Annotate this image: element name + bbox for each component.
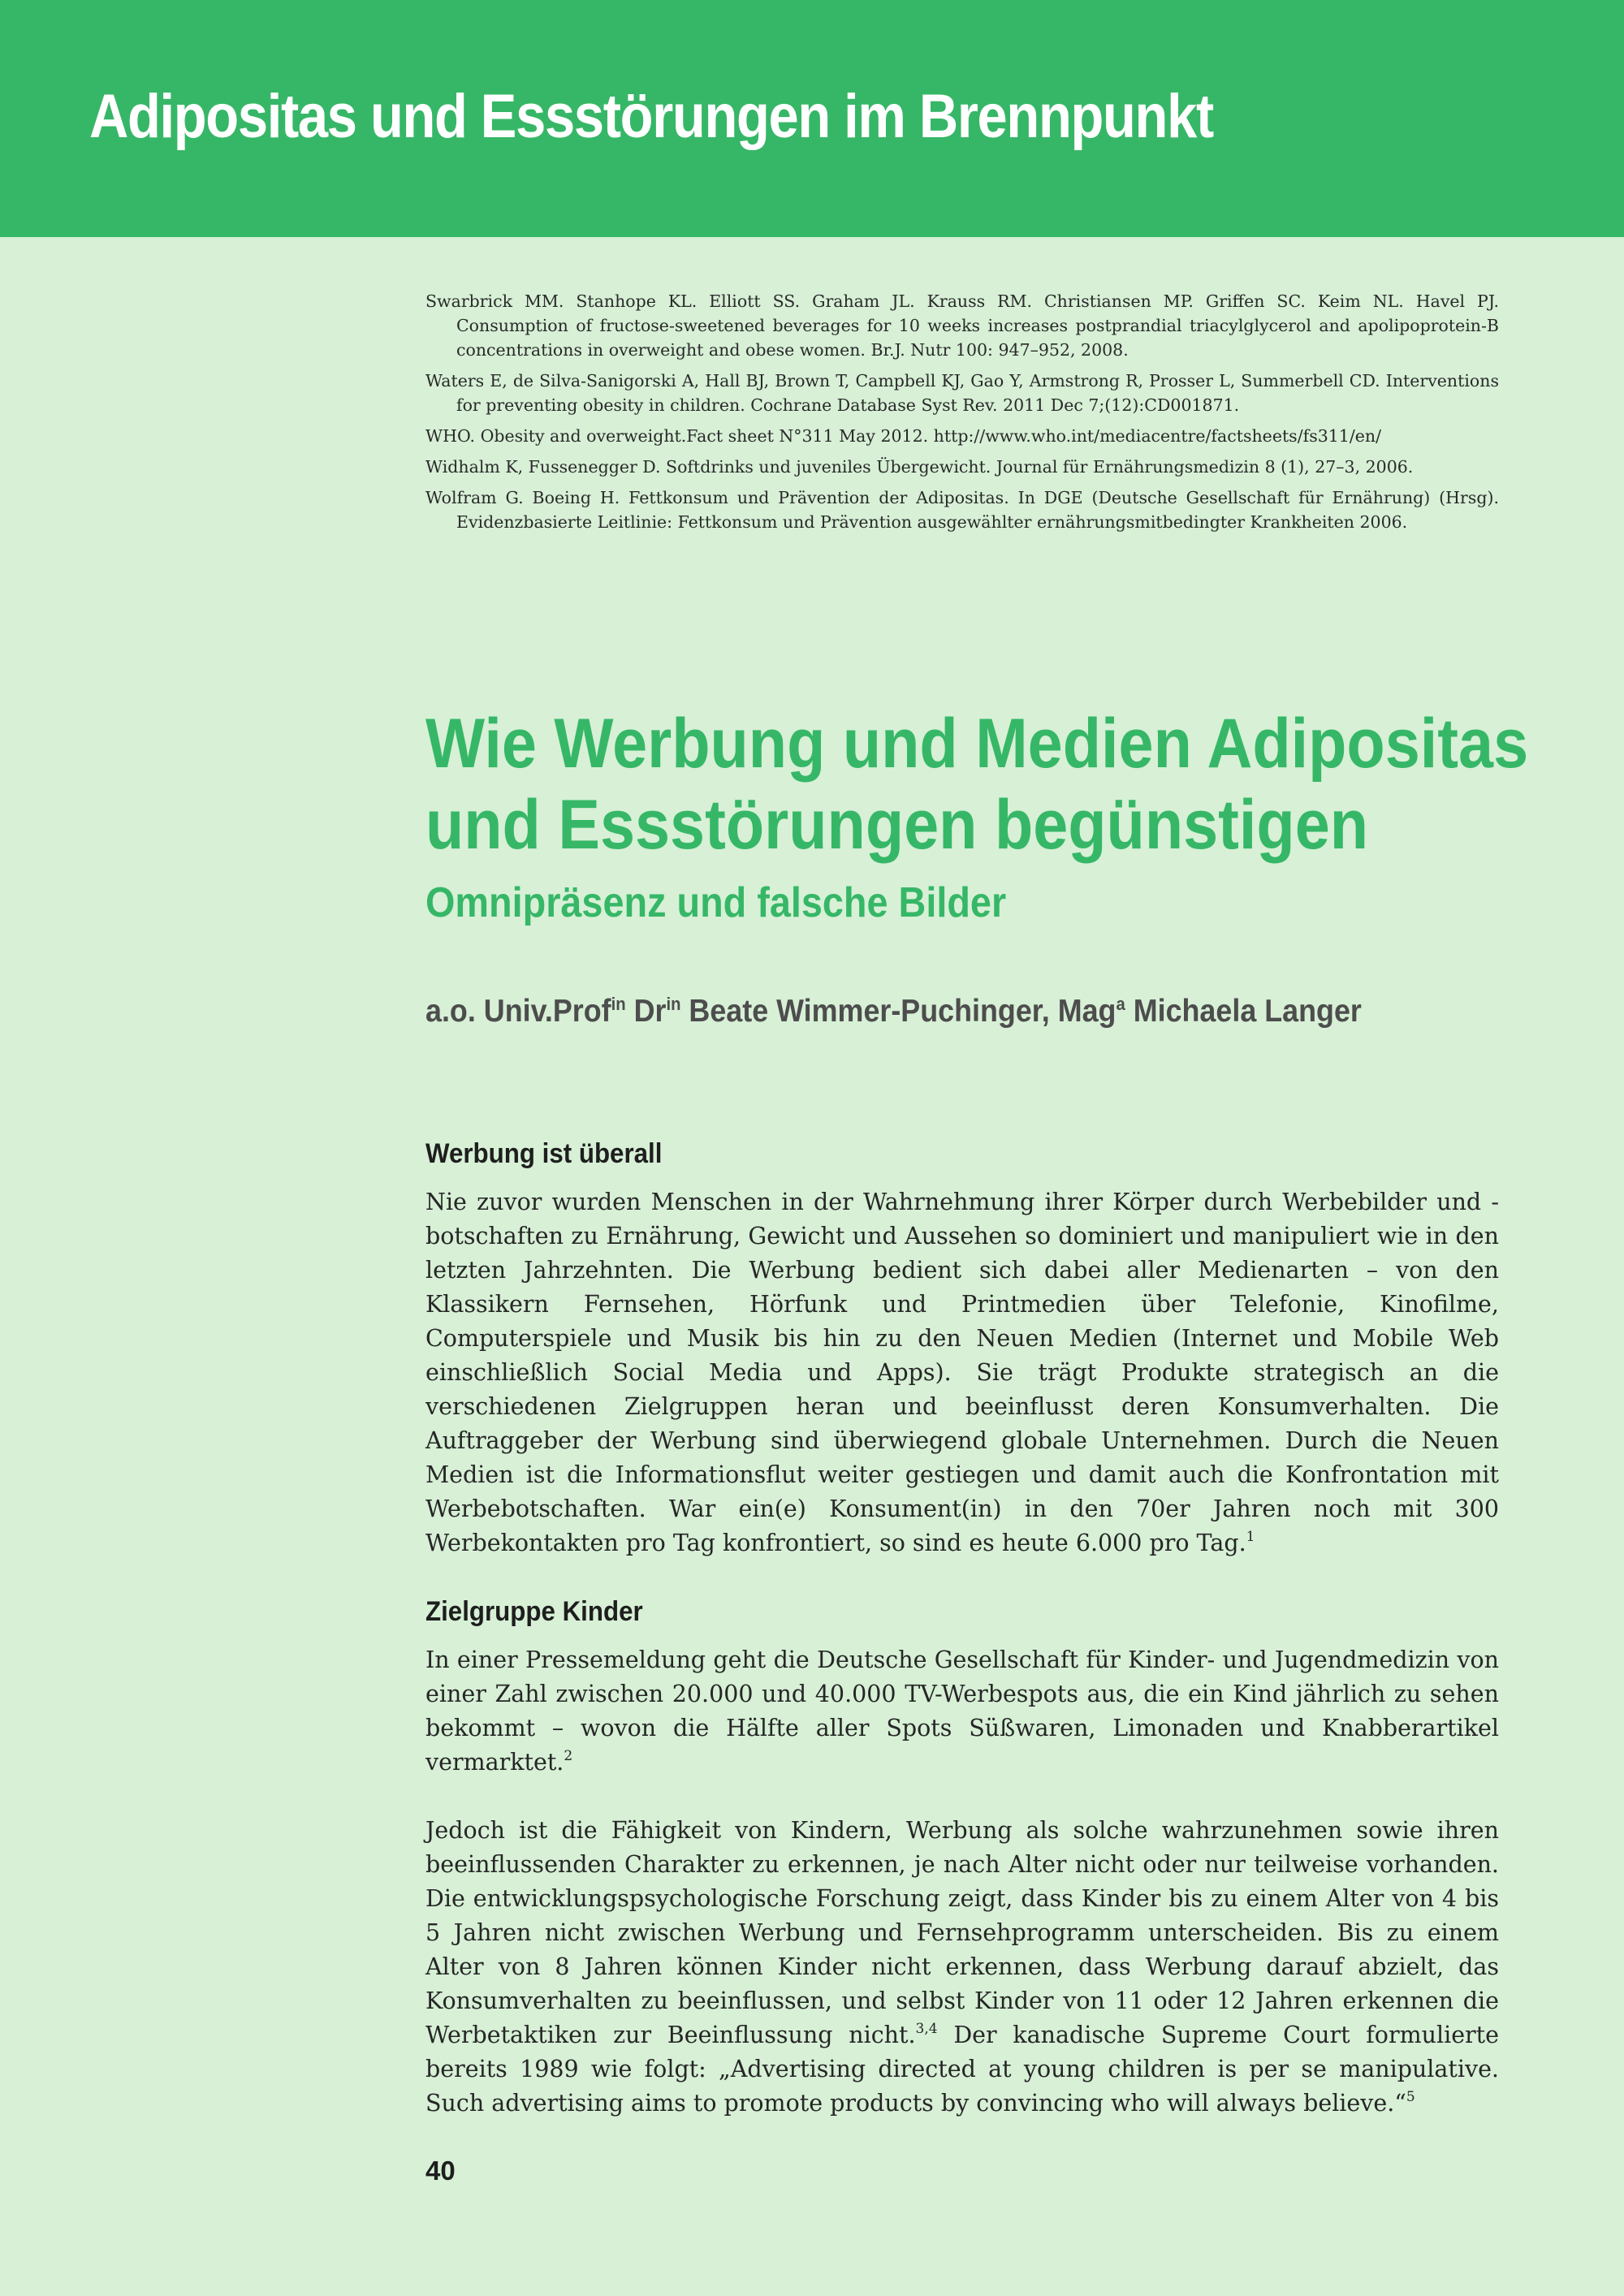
footnote-marker: 2 xyxy=(564,1748,573,1764)
article-title-line: Wie Werbung und Medien Adipositas xyxy=(425,705,1529,783)
body-paragraph-werbung xyxy=(425,1185,1499,1560)
footnote-marker: 5 xyxy=(1406,2089,1415,2105)
paragraph-text: Nie zuvor wurden Menschen in der Wahrnehmung ihrer Körper durch Werbebilder und -botschaften zu Ernährung, Gewicht und Aussehen so dominiert und manipuliert wie in den letzten Jahrzehnten. Die Werbung bedient sich dabei aller Medienarten – von den Klassikern Fernsehen, Hörfunk und Printmedien über Telefonie, Kinofilme, Computerspiele und Musik bis hin zu den Neuen Medien (Internet und Mobile Web einschließlich Social Media und Apps). Sie trägt Produkte strategisch an die verschiedenen Zielgruppen heran und beeinflusst deren Konsumverhalten. Die Auftraggeber der Werbung sind überwiegend globale Unternehmen. Durch die Neuen Medien ist die Informationsflut weiter gestiegen und damit auch die Konfrontation mit Werbebotschaften. War ein(e) Konsument(in) in den 70er Jahren noch mit 300 Werbekontakten pro Tag konfrontiert, so sind es heute 6.000 pro Tag. xyxy=(425,1189,1499,1556)
author-text: Michaela Langer xyxy=(1125,994,1362,1029)
article-title xyxy=(425,703,1529,865)
page-number: 40 xyxy=(425,2156,456,2186)
section-heading-kinder: Zielgruppe Kinder xyxy=(425,1596,643,1627)
reference-item: Waters E, de Silva-Sanigorski A, Hall BJ, Brown T, Campbell KJ, Gao Y, Armstrong R, Prosser L, Summerbell CD. Interventions for preventing obesity in children. Cochrane Database Syst Rev. 2011 Dec 7;(12):CD001871. xyxy=(425,371,1499,415)
author-text: Beate Wimmer-Puchinger, Mag xyxy=(680,994,1116,1029)
author-text: Dr xyxy=(625,994,667,1029)
body-paragraph-kinder-1 xyxy=(425,1643,1499,1780)
author-superscript: a xyxy=(1116,994,1125,1014)
reference-item: Swarbrick MM. Stanhope KL. Elliott SS. Graham JL. Krauss RM. Christiansen MP. Griffen SC. Keim NL. Havel PJ. Consumption of fructose-sweetened beverages for 10 weeks increases postprandial triacylglycerol and apolipoprotein-B concentrations in overweight and obese women. Br.J. Nutr 100: 947–952, 2008. xyxy=(425,291,1499,360)
article-title-line: und Essstörungen begünstigen xyxy=(425,786,1369,864)
paragraph-text: Der kanadische Supreme Court formulierte bereits 1989 wie folgt: „Advertising directed at young children is per se manipulative. Such advertising aims to promote products by convincing who will always believe.“ xyxy=(425,2022,1499,2117)
reference-item: Widhalm K, Fussenegger D. Softdrinks und juveniles Übergewicht. Journal für Ernährungsmedizin 8 (1), 27–3, 2006. xyxy=(425,457,1414,477)
author-superscript: in xyxy=(611,994,626,1014)
running-header-title: Adipositas und Essstörungen im Brennpunkt xyxy=(89,82,1213,151)
reference-list xyxy=(425,289,1499,541)
footnote-marker: 1 xyxy=(1246,1529,1255,1545)
article-subtitle: Omnipräsenz und falsche Bilder xyxy=(425,879,1007,926)
paragraph-text: Jedoch ist die Fähigkeit von Kindern, Werbung als solche wahrzunehmen sowie ihren beeinflussenden Charakter zu erkennen, je nach Alter nicht oder nur teilweise vorhanden. Die entwicklungspsychologische Forschung zeigt, dass Kinder bis zu einem Alter von 4 bis 5 Jahren nicht zwischen Werbung und Fernsehprogramm unterscheiden. Bis zu einem Alter von 8 Jahren können Kinder nicht erkennen, dass Werbung darauf abzielt, das Konsumverhalten zu beeinflussen, und selbst Kinder von 11 oder 12 Jahren erkennen die Werbetaktiken zur Beeinflussung nicht. xyxy=(425,1817,1499,2048)
reference-item: WHO. Obesity and overweight.Fact sheet N°311 May 2012. http://www.who.int/mediacentre/factsheets/fs311/en/ xyxy=(425,426,1381,446)
footnote-marker: 3,4 xyxy=(915,2021,938,2037)
article-authors xyxy=(425,994,1362,1029)
author-text: a.o. Univ.Prof xyxy=(425,994,611,1029)
reference-item: Wolfram G. Boeing H. Fettkonsum und Prävention der Adipositas. In DGE (Deutsche Gesellschaft für Ernährung) (Hrsg). Evidenzbasierte Leitlinie: Fettkonsum und Prävention ausgewählter ernährungsmitbedingter Krankheiten 2006. xyxy=(425,488,1499,532)
header-band xyxy=(0,0,1624,237)
author-superscript: in xyxy=(666,994,681,1014)
body-paragraph-kinder-2 xyxy=(425,1814,1499,2121)
section-heading-werbung: Werbung ist überall xyxy=(425,1138,663,1169)
paragraph-text: In einer Pressemeldung geht die Deutsche Gesellschaft für Kinder- und Jugendmedizin von einer Zahl zwischen 20.000 und 40.000 TV-Werbespots aus, die ein Kind jährlich zu sehen bekommt – wovon die Hälfte aller Spots Süßwaren, Limonaden und Knabberartikel vermarktet. xyxy=(425,1646,1499,1776)
